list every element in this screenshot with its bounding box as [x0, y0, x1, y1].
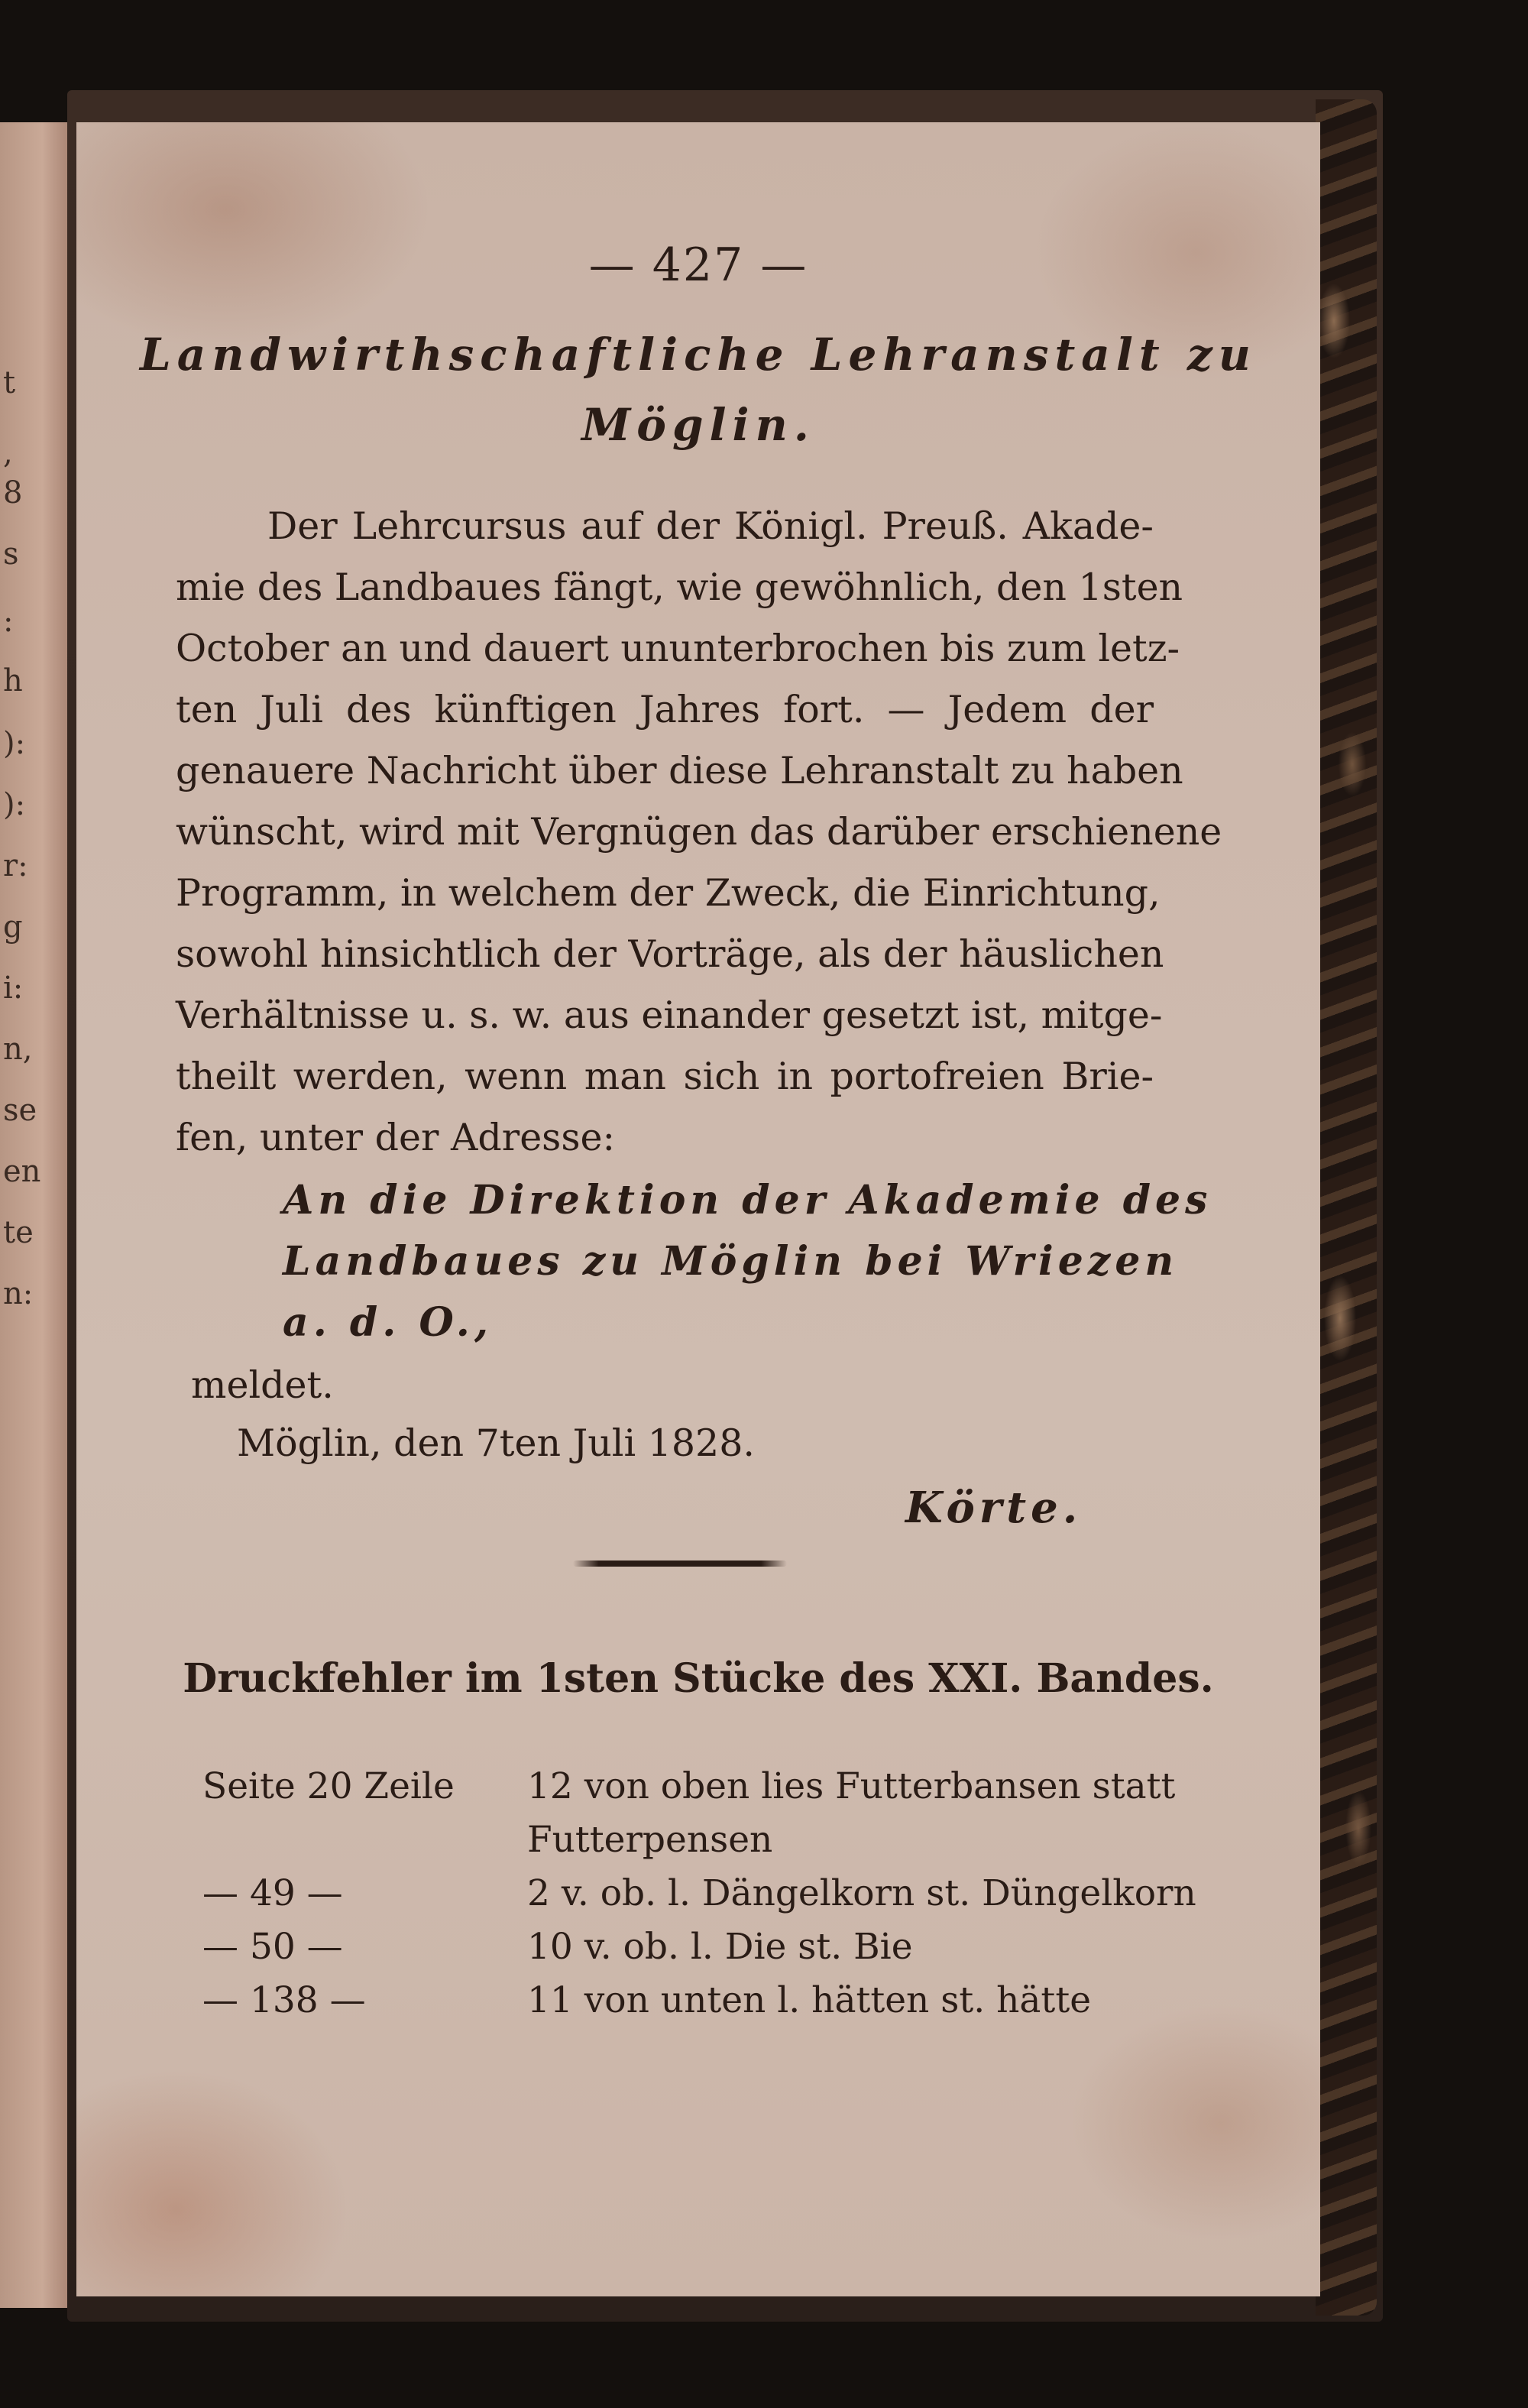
- body-line: mie des Landbaues fängt, wie gewöhnlich, den 1sten: [176, 566, 1183, 609]
- errata-entry: 11 von unten l. hätten st. hätte: [527, 1979, 1092, 2021]
- margin-fragment: se: [3, 1093, 37, 1128]
- errata-prefix: — 50 —: [202, 1926, 343, 1968]
- body-line: ten Juli des künftigen Jahres fort. — Jedem der: [176, 688, 1154, 731]
- section-divider: [573, 1561, 787, 1567]
- body-line: October an und dauert ununterbrochen bis zum letz-: [176, 627, 1180, 670]
- article-title-line2: Möglin.: [581, 399, 815, 451]
- errata-prefix: Seite 20 Zeile: [202, 1765, 455, 1807]
- address-line: Landbaues zu Möglin bei Wriezen: [283, 1238, 1179, 1285]
- body-line: Der Lehrcursus auf der Königl. Preuß. Akade-: [267, 504, 1154, 548]
- page-number: — 427 —: [588, 238, 808, 292]
- body-line: Verhältnisse u. s. w. aus einander gesetzt ist, mitge-: [176, 993, 1163, 1037]
- marbled-edge: [1316, 99, 1377, 2316]
- margin-fragment: g: [3, 909, 23, 945]
- margin-fragment: :: [3, 604, 14, 639]
- margin-fragment: n:: [3, 1276, 34, 1311]
- margin-fragment: r:: [3, 848, 28, 883]
- body-line: fen, unter der Adresse:: [176, 1116, 615, 1159]
- article-title: Landwirthschaftliche Lehranstalt zu: [140, 329, 1257, 381]
- margin-fragment: te: [3, 1215, 34, 1250]
- margin-fragment: h: [3, 663, 23, 698]
- errata-entry: 2 v. ob. l. Dängelkorn st. Düngelkorn: [527, 1872, 1196, 1914]
- dateline: Möglin, den 7ten Juli 1828.: [237, 1421, 755, 1465]
- margin-fragment: s: [3, 536, 19, 572]
- margin-fragment: ):: [3, 787, 26, 822]
- body-line: genauere Nachricht über diese Lehranstalt zu haben: [176, 749, 1183, 792]
- errata-heading: Druckfehler im 1sten Stücke des XXI. Bandes.: [183, 1655, 1214, 1702]
- body-line: wünscht, wird mit Vergnügen das darüber erschienene: [176, 810, 1222, 854]
- margin-fragment: i:: [3, 971, 24, 1006]
- book-page: [76, 122, 1320, 2296]
- previous-page-sliver: [0, 122, 70, 2308]
- margin-fragment: t: [3, 365, 16, 400]
- address-line: An die Direktion der Akademie des: [283, 1177, 1212, 1223]
- body-line: theilt werden, wenn man sich in portofreien Brie-: [176, 1055, 1154, 1098]
- margin-fragment: ):: [3, 726, 26, 761]
- errata-prefix: — 49 —: [202, 1872, 343, 1914]
- closing-word: meldet.: [191, 1363, 334, 1407]
- signature: Körte.: [905, 1483, 1083, 1533]
- margin-fragment: 8: [3, 475, 23, 510]
- errata-entry: 10 v. ob. l. Die st. Bie: [527, 1926, 913, 1968]
- address-line: a. d. O.,: [283, 1299, 493, 1346]
- errata-prefix: — 138 —: [202, 1979, 366, 2021]
- margin-fragment: ,: [3, 436, 13, 471]
- errata-entry: 12 von oben lies Futterbansen statt: [527, 1765, 1176, 1807]
- body-line: Programm, in welchem der Zweck, die Einrichtung,: [176, 871, 1161, 915]
- body-line: sowohl hinsichtlich der Vorträge, als der häuslichen: [176, 932, 1164, 976]
- margin-fragment: en: [3, 1154, 41, 1189]
- margin-fragment: n,: [3, 1032, 33, 1067]
- errata-entry: Futterpensen: [527, 1819, 773, 1861]
